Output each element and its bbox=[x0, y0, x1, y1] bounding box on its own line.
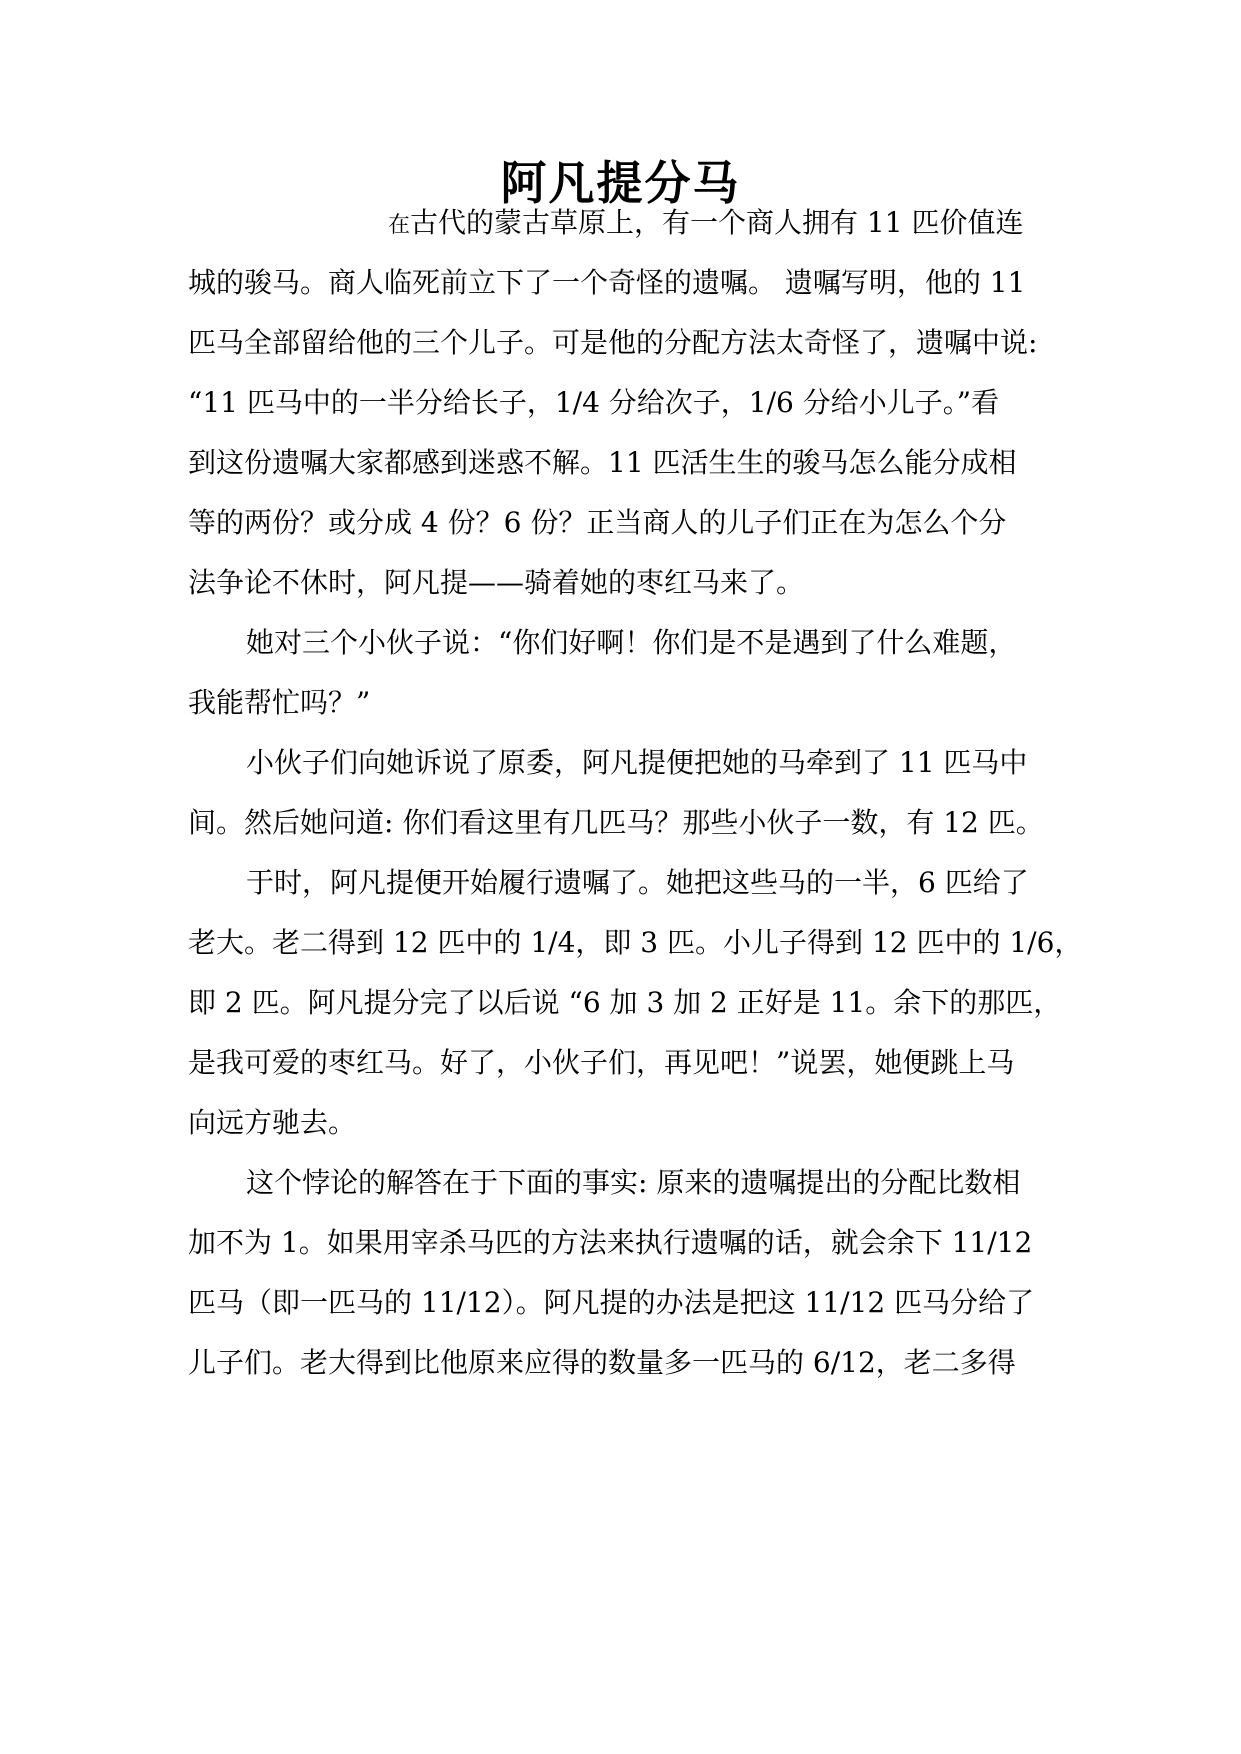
paragraph-5-line-4: 儿子们。老大得到比他原来应得的数量多一匹马的 6/12，老二多得 bbox=[188, 1346, 1016, 1379]
paragraph-1-line-6: 等的两份？或分成 4 份？6 份？正当商人的儿子们正在为怎么个分 bbox=[188, 506, 1007, 539]
paragraph-lead-char: 在 bbox=[388, 213, 411, 238]
paragraph-1-line-2: 城的骏马。商人临死前立下了一个奇怪的遗嘱。 遗嘱写明，他的 11 bbox=[188, 266, 1026, 299]
paragraph-1-line-3: 匹马全部留给他的三个儿子。可是他的分配方法太奇怪了，遗嘱中说: bbox=[188, 326, 1038, 359]
paragraph-3-line-2: 间。然后她问道: 你们看这里有几匹马？那些小伙子一数，有 12 匹。 bbox=[188, 806, 1044, 839]
paragraph-1-line-1 bbox=[388, 203, 1023, 246]
paragraph-1-line-7: 法争论不休时，阿凡提——骑着她的枣红马来了。 bbox=[188, 566, 805, 599]
paragraph-5-line-3: 匹马（即一匹马的 11/12）。阿凡提的办法是把这 11/12 匹马分给了 bbox=[188, 1286, 1035, 1319]
paragraph-2-line-1: 她对三个小伙子说：“你们好啊！你们是不是遇到了什么难题， bbox=[246, 626, 1017, 659]
paragraph-5-line-2: 加不为 1。如果用宰杀马匹的方法来执行遗嘱的话，就会余下 11/12 bbox=[188, 1226, 1033, 1259]
page-title: 阿凡提分马 bbox=[500, 156, 741, 210]
paragraph-4-line-1: 于时，阿凡提便开始履行遗嘱了。她把这些马的一半，6 匹给了 bbox=[246, 866, 1029, 899]
paragraph-4-line-3: 即 2 匹。阿凡提分完了以后说 “6 加 3 加 2 正好是 11。余下的那匹， bbox=[188, 986, 1062, 1019]
paragraph-2-line-2: 我能帮忙吗？” bbox=[188, 686, 371, 719]
paragraph-4-line-2: 老大。老二得到 12 匹中的 1/4，即 3 匹。小儿子得到 12 匹中的 1/6， bbox=[188, 926, 1083, 959]
paragraph-3-line-1: 小伙子们向她诉说了原委，阿凡提便把她的马牵到了 11 匹马中 bbox=[246, 746, 1028, 779]
paragraph-5-line-1: 这个悖论的解答在于下面的事实: 原来的遗嘱提出的分配比数相 bbox=[246, 1166, 1021, 1199]
paragraph-1-line-1-text: 古代的蒙古草原上，有一个商人拥有 11 匹价值连 bbox=[410, 206, 1024, 239]
paragraph-1-line-5: 到这份遗嘱大家都感到迷惑不解。11 匹活生生的骏马怎么能分成相 bbox=[188, 446, 1017, 479]
paragraph-1-line-4: “11 匹马中的一半分给长子，1/4 分给次子，1/6 分给小儿子。”看 bbox=[188, 386, 1000, 419]
paragraph-4-line-5: 向远方驰去。 bbox=[188, 1106, 357, 1139]
paragraph-4-line-4: 是我可爱的枣红马。好了，小伙子们，再见吧！”说罢，她便跳上马 bbox=[188, 1046, 1015, 1079]
